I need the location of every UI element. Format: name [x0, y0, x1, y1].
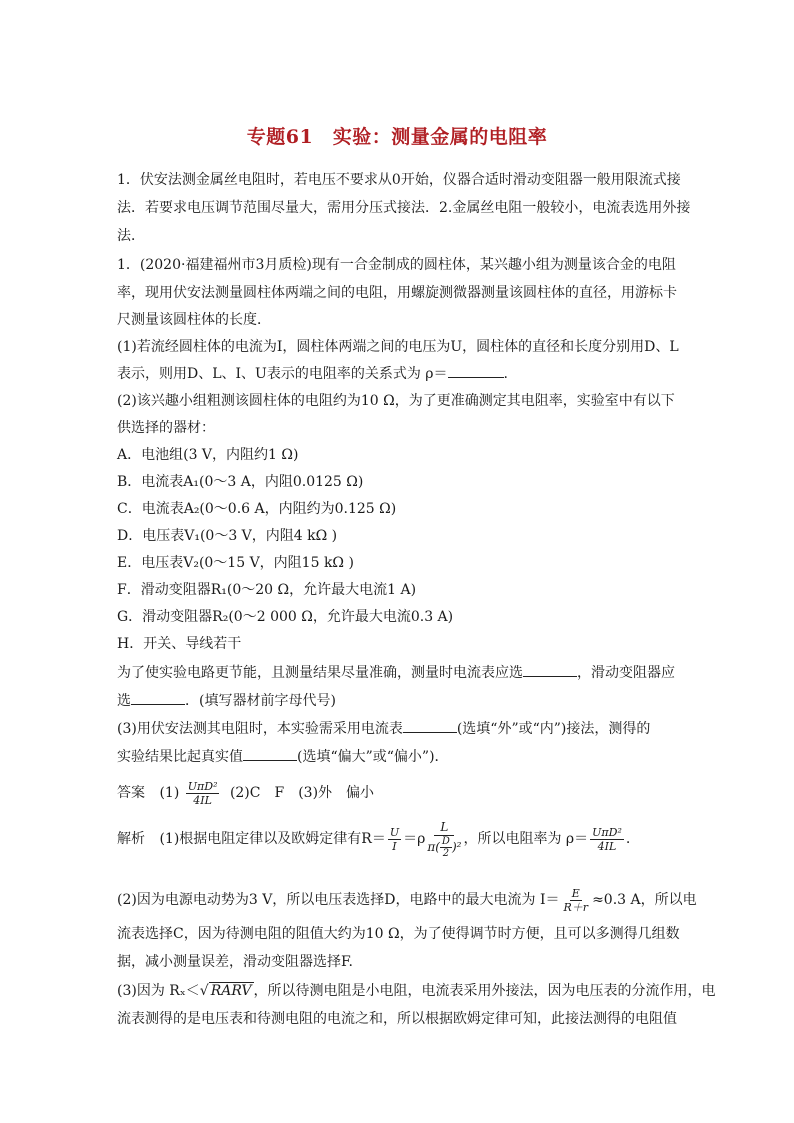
analysis-3-text: (3)因为 Rₓ＜ — [117, 983, 200, 999]
intro-line-1: 1．伏安法测金属丝电阻时，若电压不要求从0开始，仪器合适时滑动变阻器一般用限流式接 — [117, 172, 681, 188]
analysis-3-text-b: ，所以待测电阻是小电阻，电流表采用外接法，因为电压表的分流作用，电 — [253, 983, 716, 999]
pi-open: π( — [427, 840, 440, 854]
q3-text: (3)用伏安法测其电阻时，本实验需采用电流表 — [117, 721, 403, 737]
option-g: G．滑动变阻器R₂(0～2 000 Ω，允许最大电流0.3 A) — [117, 609, 454, 625]
ohm-num: U — [389, 825, 400, 839]
result-num: UπD² — [592, 825, 622, 839]
problem-line-3: 尺测量该圆柱体的长度． — [117, 312, 271, 328]
answer-blank-rho[interactable] — [448, 363, 504, 378]
analysis-line-1 — [117, 818, 681, 860]
resistivity-den — [427, 836, 461, 859]
answer-part-1: (1) — [159, 785, 180, 801]
sqrt-rarv: RARV — [210, 983, 252, 999]
d-den: 2 — [442, 848, 450, 859]
option-e: E．电压表V₂(0～15 V，内阻15 kΩ ) — [117, 555, 354, 571]
d-over-2 — [440, 836, 452, 859]
question-1-line-1: (1)若流经圆柱体的电流为I，圆柱体两端之间的电压为U，圆柱体的直径和长度分别用D、L — [117, 339, 679, 355]
analysis-eq: ＝ρ — [403, 831, 426, 847]
intro-line-3: 法． — [117, 228, 145, 244]
analysis-mid: ，所以电阻率为 ρ＝ — [463, 831, 589, 847]
question-2-ask-line-1 — [117, 659, 681, 687]
question-2-ask-line-2 — [117, 687, 681, 715]
problem-line-2: 率，现用伏安法测量圆柱体两端之间的电阻，用螺旋测微器测量该圆柱体的直径，用游标卡 — [117, 285, 677, 301]
intro-line-2: 法．若要求电压调节范围尽量大，需用分压式接法．2.金属丝电阻一般较小，电流表选用外接 — [117, 200, 691, 216]
option-b: B．电流表A₁(0～3 A，内阻0.0125 Ω) — [117, 474, 364, 490]
answer-fraction-den: 4IL — [193, 793, 212, 807]
answer-blank-comparison[interactable] — [243, 746, 297, 761]
answer-label: 答案 — [117, 785, 145, 801]
analysis-1-text: (1)根据电阻定律以及欧姆定律有R＝ — [159, 831, 386, 847]
option-h: H．开关、导线若干 — [117, 636, 242, 652]
answer-blank-ammeter[interactable] — [523, 662, 577, 677]
answer-blank-rheostat[interactable] — [131, 690, 185, 705]
q3-text-3: 实验结果比起真实值 — [117, 749, 243, 765]
ohm-den: I — [392, 839, 397, 853]
result-den: 4IL — [597, 839, 617, 853]
answer-fraction-num: UπD² — [187, 779, 218, 793]
analysis-2-line-2: 流表选择C，因为待测电阻的阻值大约为10 Ω，为了使得调节时方便，且可以多测得几组数 — [117, 926, 680, 942]
option-c: C．电流表A₂(0～0.6 A，内阻约为0.125 Ω) — [117, 501, 397, 517]
analysis-label: 解析 — [117, 831, 145, 847]
current-fraction — [562, 887, 591, 914]
q3-text-2: (选填“外”或“内”)接法，测得的 — [456, 721, 651, 737]
question-1-text: 表示，则用D、L、I、U表示的电阻率的关系式为 ρ＝ — [117, 366, 448, 382]
question-3-line-2 — [117, 743, 681, 771]
ask-text-2: ，滑动变阻器应 — [577, 665, 675, 681]
analysis-2-text: (2)因为电源电动势为3 V，所以电压表选择D，电路中的最大电流为 I＝ — [117, 892, 560, 908]
pi-close: )² — [451, 840, 462, 854]
question-2-line-1: (2)该兴趣小组粗测该圆柱体的电阻约为10 Ω，为了更准确测定其电阻率，实验室中有以下 — [117, 393, 675, 409]
option-f: F．滑动变阻器R₁(0～20 Ω，允许最大电流1 A) — [117, 582, 417, 598]
analysis-3-line-1: (3)因为 Rₓ＜√ RARV ，所以待测电阻是小电阻，电流表采用外接法，因为电压表的分流作用，电 — [117, 983, 716, 999]
analysis-2-line-1 — [117, 885, 697, 915]
question-1-line-2 — [117, 360, 681, 388]
question-3-line-1 — [117, 715, 681, 743]
analysis-end: . — [625, 831, 631, 847]
result-fraction — [590, 826, 624, 853]
current-den: R＋r — [563, 900, 589, 914]
resistivity-fraction — [427, 819, 461, 859]
ask-text-4: ．(填写器材前字母代号) — [185, 693, 336, 709]
analysis-2-line-3: 据，减小测量误差，滑动变阻器选择F. — [117, 954, 353, 970]
answer-rest: (2)C F (3)外 偏小 — [229, 785, 375, 801]
resistivity-num: L — [434, 819, 454, 836]
page-title: 专题61 实验：测量金属的电阻率 — [246, 126, 548, 148]
answer-blank-connection[interactable] — [403, 718, 457, 733]
analysis-3-line-2: 流表测得的是电压表和待测电阻的电流之和，所以根据欧姆定律可知，此接法测得的电阻值 — [117, 1011, 677, 1027]
d-num: D — [441, 836, 450, 847]
problem-line-1: 1．(2020·福建福州市3月质检)现有一合金制成的圆柱体，某兴趣小组为测量该合金的电阻 — [117, 257, 676, 273]
ask-text: 为了使实验电路更节能，且测量结果尽量准确，测量时电流表应选 — [117, 665, 523, 681]
ask-text-3: 选 — [117, 693, 131, 709]
answer-fraction — [186, 780, 220, 807]
option-d: D．电压表V₁(0～3 V，内阻4 kΩ ) — [117, 528, 338, 544]
answer-line — [117, 778, 681, 808]
question-2-line-2: 供选择的器材： — [117, 420, 215, 436]
option-a: A．电池组(3 V，内阻约1 Ω) — [117, 447, 299, 463]
current-num: E — [571, 886, 580, 900]
analysis-2-text-b: ≈0.3 A，所以电 — [592, 892, 697, 908]
question-1-end: . — [503, 366, 508, 382]
ohm-fraction — [388, 826, 401, 853]
q3-text-4: (选填“偏大”或“偏小”)． — [297, 749, 449, 765]
